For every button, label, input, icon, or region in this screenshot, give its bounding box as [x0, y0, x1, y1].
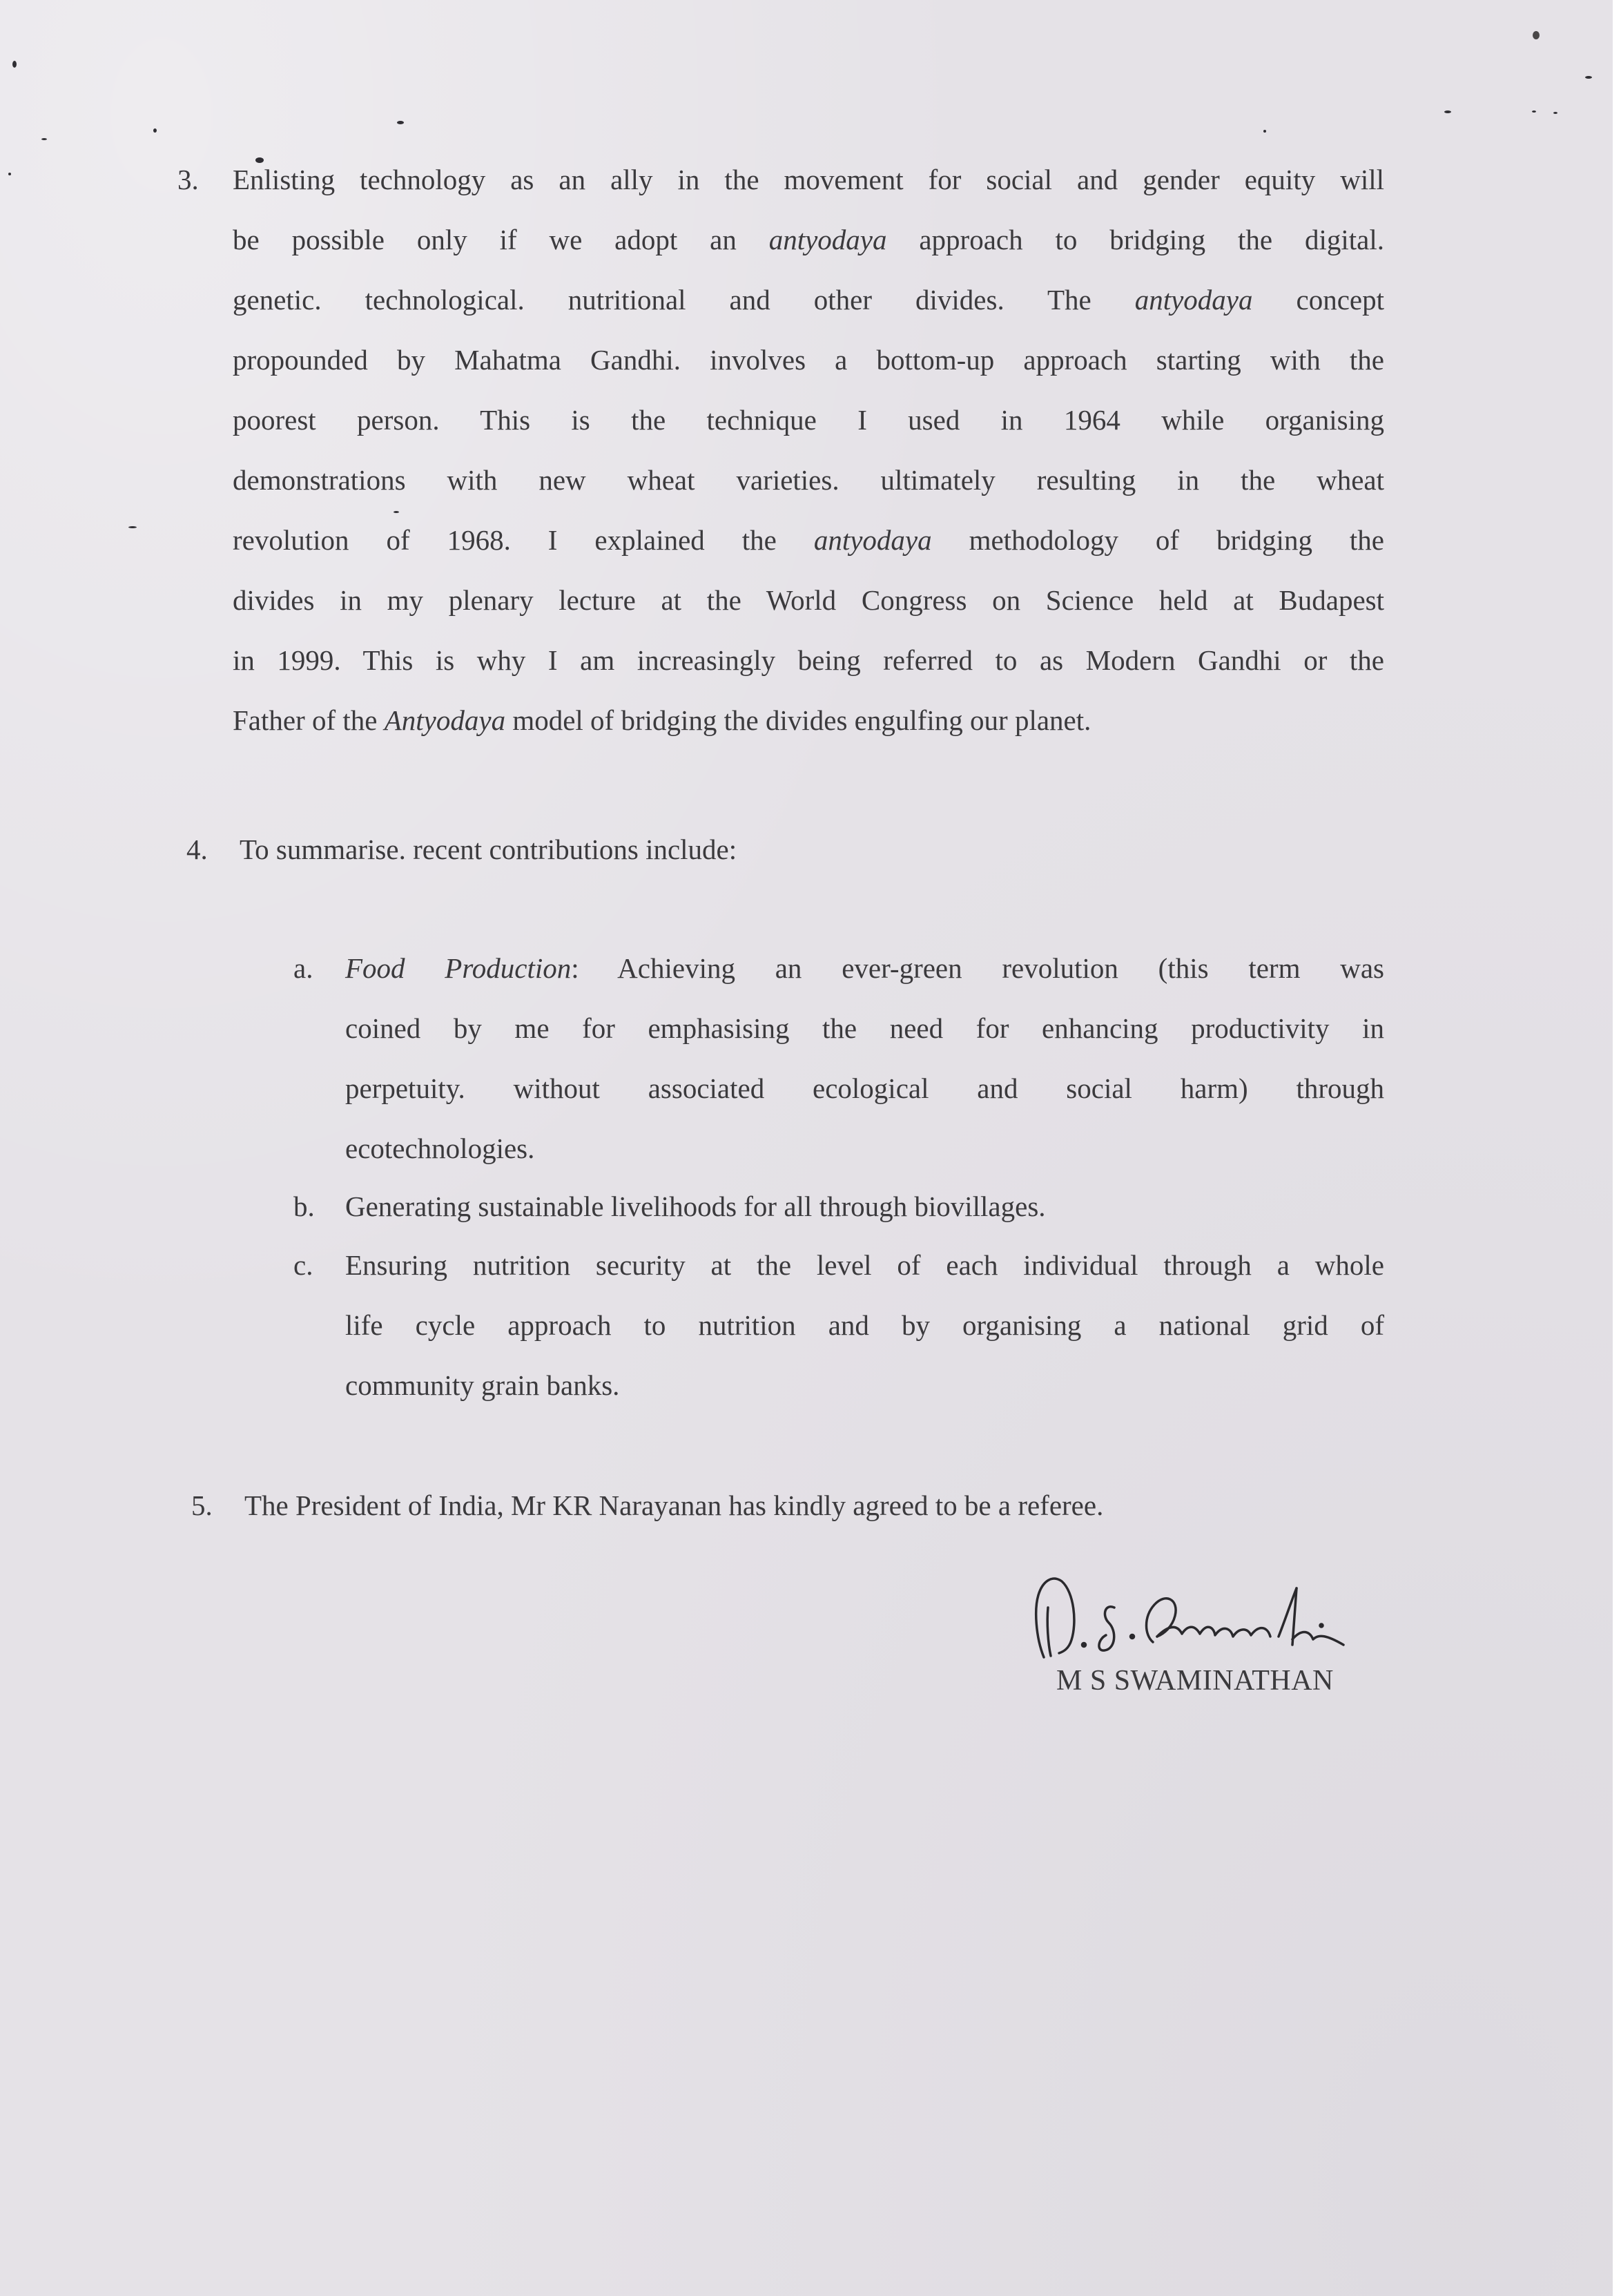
text-run: life cycle approach to nutrition and by organising a national grid of: [345, 1309, 1384, 1341]
paragraph-number: 5.: [191, 1489, 213, 1521]
paragraph-number: 3.: [177, 164, 199, 195]
sub-item-a-line: [345, 1072, 1384, 1105]
paragraph-3-line: [233, 343, 1384, 376]
text-run: divides in my plenary lecture at the World Congress on Science held at Budapest: [233, 584, 1384, 616]
paragraph-number: 4.: [186, 833, 208, 865]
text-run: be possible only if we adopt an: [233, 224, 769, 255]
scan-speck: [1263, 130, 1266, 133]
scan-speck: [8, 173, 11, 175]
scan-speck: [153, 128, 157, 133]
scan-speck: [128, 526, 137, 528]
paragraph-3-line: [233, 283, 1384, 316]
sub-item-c-line: [345, 1369, 1384, 1402]
sub-item-c-line: [345, 1309, 1384, 1342]
scan-speck: [1532, 110, 1536, 113]
scan-speck: [1533, 31, 1540, 39]
text-run: propounded by Mahatma Gandhi. involves a bottom-up approach starting with the: [233, 344, 1384, 376]
text-run: Enlisting technology as an ally in the movement for social and gender equity will: [233, 164, 1384, 195]
italic-term: Food Production: [345, 952, 572, 984]
sub-item-a-line: [345, 1132, 1384, 1165]
closing-text: The President of India, Mr KR Narayanan has kindly agreed to be a referee.: [244, 1489, 1104, 1521]
text-run: To summarise. recent contributions include:: [240, 833, 737, 865]
scan-speck: [1553, 112, 1557, 114]
italic-term: antyodaya: [813, 524, 932, 556]
text-run: perpetuity. without associated ecological and social harm) through: [345, 1072, 1384, 1104]
text-run: Father of the: [233, 704, 385, 736]
text-run: approach to bridging the digital.: [886, 224, 1384, 255]
sub-item-letter: a.: [293, 952, 313, 984]
sub-item-c-line: [345, 1248, 1384, 1282]
sub-item-a-line: [345, 1012, 1384, 1045]
text-run: poorest person. This is the technique I used in 1964 while organising: [233, 404, 1384, 436]
scan-speck: [394, 511, 399, 513]
paragraph-4-line: [240, 833, 1384, 866]
italic-term: antyodaya: [768, 224, 887, 255]
paragraph-3-line: [233, 163, 1384, 196]
scan-edge: [1613, 0, 1621, 2296]
signatory-name: M S SWAMINATHAN: [1056, 1665, 1334, 1697]
scan-speck: [1444, 110, 1451, 113]
sub-item-letter: b.: [293, 1190, 315, 1222]
paragraph-3-line: [233, 403, 1384, 436]
scan-speck: [1585, 76, 1592, 79]
paragraph-3-line: [233, 644, 1384, 677]
sub-item-a-line: [345, 952, 1384, 985]
scan-speck: [397, 121, 404, 124]
paragraph-3-line: [233, 704, 1384, 737]
scan-speck: [255, 157, 264, 163]
sub-item-letter: c.: [293, 1249, 313, 1281]
text-run: model of bridging the divides engulfing our planet.: [505, 704, 1091, 736]
paragraph-3-line: [233, 583, 1384, 617]
sub-item-b-line: [345, 1190, 1384, 1223]
italic-term: antyodaya: [1134, 284, 1253, 316]
text-run: : Achieving an ever-green revolution (this term was: [571, 952, 1384, 984]
paragraph-3-line: [233, 463, 1384, 496]
italic-term: Antyodaya: [384, 704, 506, 736]
paragraph-3-line: [233, 523, 1384, 557]
paragraph-3-line: [233, 223, 1384, 256]
text-run: genetic. technological. nutritional and other divides. The: [233, 284, 1135, 316]
text-run: coined by me for emphasising the need for enhancing productivity in: [345, 1012, 1384, 1044]
text-run: community grain banks.: [345, 1369, 620, 1401]
text-run: Ensuring nutrition security at the level of each individual through a whole: [345, 1249, 1384, 1281]
text-run: demonstrations with new wheat varieties. ultimately resulting in the wheat: [233, 464, 1384, 496]
scan-speck: [12, 61, 17, 68]
text-run: Generating sustainable livelihoods for all through biovillages.: [345, 1190, 1046, 1222]
text-run: methodology of bridging the: [931, 524, 1384, 556]
text-run: in 1999. This is why I am increasingly being referred to as Modern Gandhi or the: [233, 644, 1384, 676]
text-run: ecotechnologies.: [345, 1132, 535, 1164]
handwritten-signature: [1029, 1567, 1429, 1664]
text-run: concept: [1252, 284, 1385, 316]
text-run: revolution of 1968. I explained the: [233, 524, 814, 556]
scan-speck: [41, 138, 47, 140]
